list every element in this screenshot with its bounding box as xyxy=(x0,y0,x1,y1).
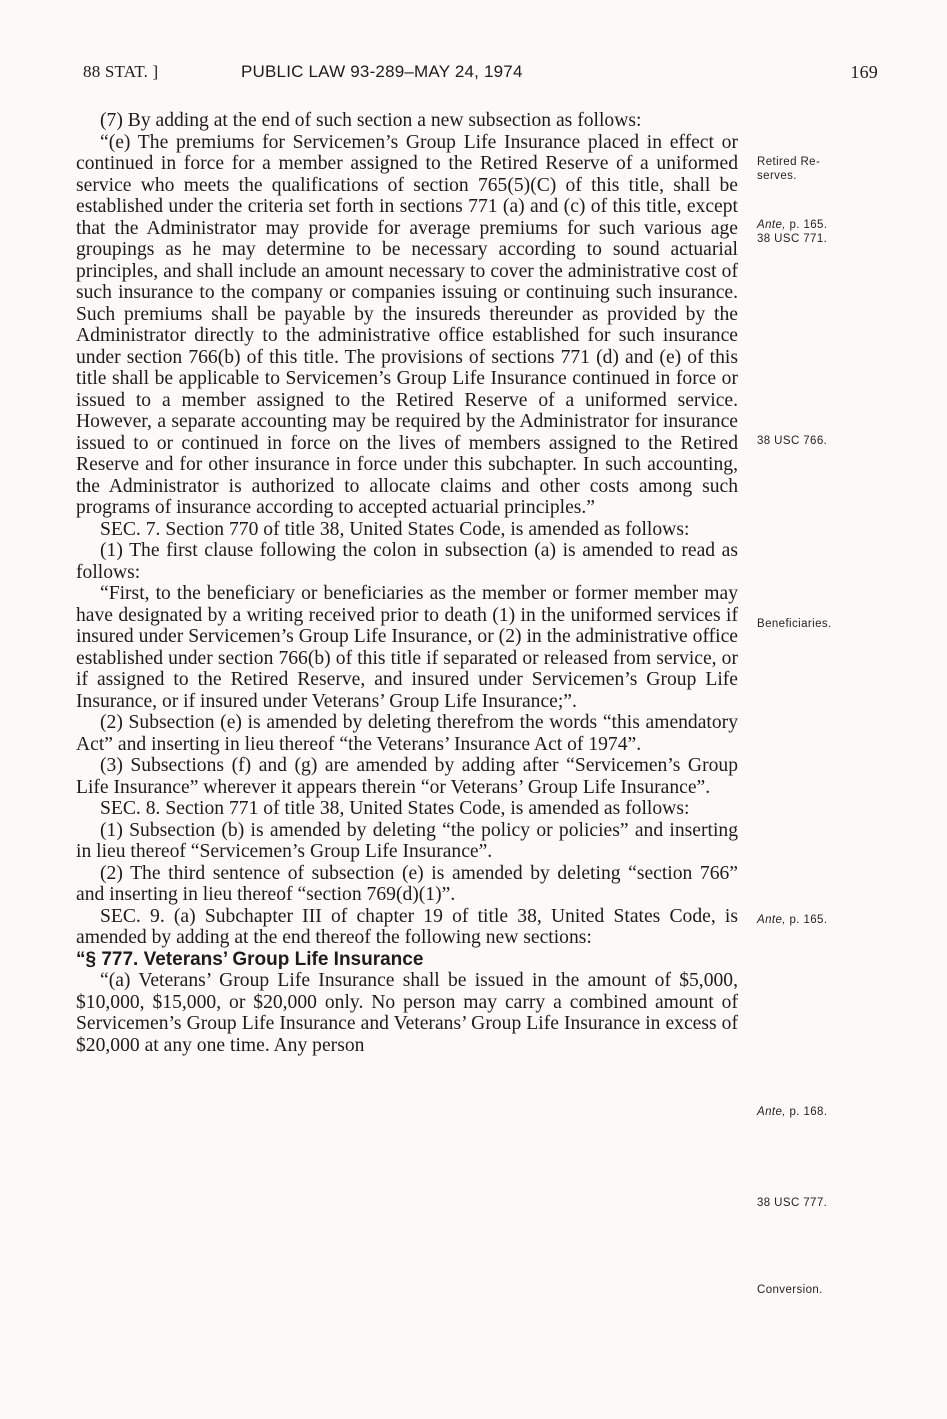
paragraph: (3) Subsections (f) and (g) are amended by adding after “Servicemen’s Group Life Insurance” wherever it appears therein “or Veterans’ Group Life Insurance”. xyxy=(76,755,738,798)
paragraph: (2) Subsection (e) is amended by deleting therefrom the words “this amendatory Act” and inserting in lieu thereof “the Veterans’ Insurance Act of 1974”. xyxy=(76,712,738,755)
paragraph: “First, to the beneficiary or beneficiaries as the member or former member may have designated by a writing received prior to death (1) in the uniformed services if insured under Servicemen’s Group Life Insurance, or (2) in the administrative office established under section 766(b) of this title if separated or released from service, or if assigned to the Retired Reserve, and insured under Servicemen’s Group Life Insurance, or if insured under Veterans’ Group Life Insurance;”. xyxy=(76,583,738,712)
paragraph: (1) The first clause following the colon in subsection (a) is amended to read as follows: xyxy=(76,540,738,583)
margin-note-ante-165: Ante, p. 165. 38 USC 771. xyxy=(757,219,828,245)
page-number: 169 xyxy=(850,62,878,82)
margin-note-38-usc-777: 38 USC 777. xyxy=(757,1197,828,1209)
running-title: PUBLIC LAW 93-289–MAY 24, 1974 xyxy=(241,62,523,81)
margin-note-conversion: Conversion. xyxy=(757,1284,823,1296)
margin-note-ante-168: Ante, p. 168. xyxy=(757,1106,828,1118)
statute-reference: 88 STAT. ] xyxy=(83,62,159,81)
paragraph: “(e) The premiums for Servicemen’s Group Life Insurance placed in effect or continued in force for a member assigned to the Retired Reserve of a uniformed service who meets the qualifications of section 765(5)(C) of this title, shall be established under the criteria set forth in sections 771 (a) and (c) of this title, except that the Administrator may provide for average premiums for such various age groupings as he may determine to be necessary according to sound actuarial principles, and shall include an amount necessary to cover the administrative cost of such insurance to the company or companies issuing or continuing such insurance. Such premiums shall be payable by the insureds thereunder as provided by the Administrator directly to the administrative office established for such insurance under section 766(b) of this title. The provisions of sections 771 (d) and (e) of this title shall be applicable to Servicemen’s Group Life Insurance continued in force or issued to a member assigned to the Retired Reserve of a uniformed service. However, a separate accounting may be required by the Administrator for insurance issued to or continued in force on the lives of members assigned to the Retired Reserve and for other insurance in force under this subchapter. In such accounting, the Administrator is authorized to allocate claims and other costs among such programs of insurance according to accepted actuarial principles.” xyxy=(76,131,738,518)
margin-note-retired-reserves: Retired Re- serves. xyxy=(757,156,821,182)
paragraph: (1) Subsection (b) is amended by deleting “the policy or policies” and inserting in lieu thereof “Servicemen’s Group Life Insurance”. xyxy=(76,819,738,862)
body-text xyxy=(76,110,738,1056)
margin-note-beneficiaries: Beneficiaries. xyxy=(757,618,832,630)
paragraph: (2) The third sentence of subsection (e) is amended by deleting “section 766” and inserting in lieu thereof “section 769(d)(1)”. xyxy=(76,862,738,905)
margin-note-38-usc-766: 38 USC 766. xyxy=(757,435,828,447)
paragraph: SEC. 8. Section 771 of title 38, United States Code, is amended as follows: xyxy=(100,798,690,819)
paragraph: (7) By adding at the end of such section a new subsection as follows: xyxy=(100,110,642,131)
paragraph: SEC. 9. (a) Subchapter III of chapter 19 of title 38, United States Code, is amended by adding at the end thereof the following new sections: xyxy=(76,905,738,948)
paragraph: “(a) Veterans’ Group Life Insurance shall be issued in the amount of $5,000, $10,000, $15,000, or $20,000 only. No person may carry a combined amount of Servicemen’s Group Life Insurance and Veterans’ Group Life Insurance in excess of $20,000 at any one time. Any person xyxy=(76,970,738,1056)
paragraph: SEC. 7. Section 770 of title 38, United States Code, is amended as follows: xyxy=(100,518,690,540)
margin-note-ante-165-b: Ante, p. 165. xyxy=(757,914,828,926)
section-heading: “§ 777. Veterans’ Group Life Insurance xyxy=(76,948,424,970)
page-header xyxy=(83,62,878,88)
